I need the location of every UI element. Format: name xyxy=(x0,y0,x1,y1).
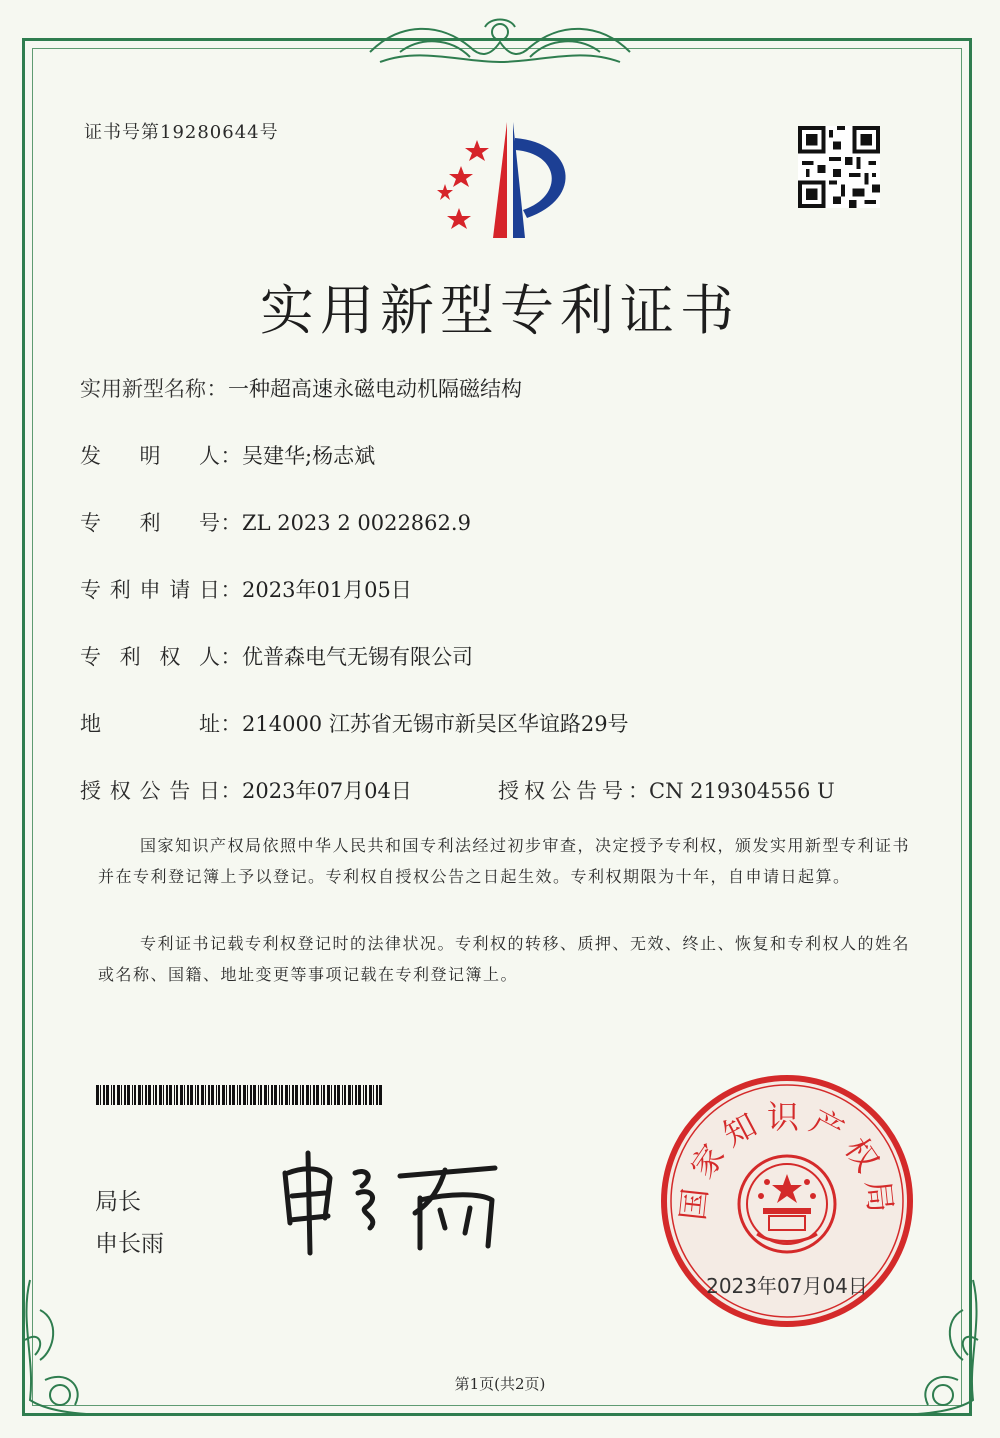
field-value-owner: 优普森电气无锡有限公司 xyxy=(242,645,473,669)
field-label-address: 地 址 xyxy=(80,712,220,736)
field-label-owner: 专 利 权 人 xyxy=(80,645,220,669)
field-row-patent-no: 专 利 号 ：ZL 2023 2 0022862.9 xyxy=(80,507,471,537)
field-row-grant-no: 授权公告号：CN 219304556 U xyxy=(498,779,835,803)
field-row-grant-date: 授 权 公 告 日 ：2023年07月04日 xyxy=(80,775,412,805)
director-name: 申长雨 xyxy=(95,1231,164,1257)
field-row-owner: 专 利 权 人 ：优普森电气无锡有限公司 xyxy=(80,641,473,671)
svg-text:国家知识产权局: 国家知识产权局 xyxy=(673,1098,901,1223)
field-label-name: 实用新型名称 xyxy=(80,377,206,401)
field-row-name: 实用新型名称：一种超高速永磁电动机隔磁结构 xyxy=(80,373,522,403)
field-value-grant-no: CN 219304556 U xyxy=(649,779,835,803)
field-label-apply-date: 专 利 申 请 日 xyxy=(80,578,220,602)
director-signature xyxy=(270,1148,520,1258)
certificate-number: 证书号第19280644号 xyxy=(84,122,279,143)
field-value-inventor: 吴建华;杨志斌 xyxy=(242,444,376,468)
field-value-grant-date: 2023年07月04日 xyxy=(242,779,412,803)
field-label-grant-date: 授 权 公 告 日 xyxy=(80,779,220,803)
field-row-address: 地 址 ：214000 江苏省无锡市新吴区华谊路29号 xyxy=(80,708,629,738)
field-value-apply-date: 2023年01月05日 xyxy=(242,578,412,602)
qr-code[interactable] xyxy=(798,126,880,208)
body-paragraph-1: 国家知识产权局依照中华人民共和国专利法经过初步审查，决定授予专利权，颁发实用新型专利证书并在专利登记簿上予以登记。专利权自授权公告之日起生效。专利权期限为十年，自申请日起算。 xyxy=(98,836,911,886)
field-label-patent-no: 专 利 号 xyxy=(80,511,220,535)
bottom-left-ornament xyxy=(15,1270,135,1430)
page-number: 第1页(共2页) xyxy=(454,1375,546,1393)
field-value-address: 214000 江苏省无锡市新吴区华谊路29号 xyxy=(242,712,629,736)
director-title: 局长 xyxy=(95,1189,141,1215)
field-value-patent-no: ZL 2023 2 0022862.9 xyxy=(242,511,471,535)
field-value-name: 一种超高速永磁电动机隔磁结构 xyxy=(228,377,522,401)
cnipa-logo xyxy=(415,118,585,248)
top-ornament xyxy=(360,12,640,72)
barcode xyxy=(96,1085,386,1105)
field-label-inventor: 发 明 人 xyxy=(80,444,220,468)
field-row-inventor: 发 明 人 ：吴建华;杨志斌 xyxy=(80,440,375,470)
certificate-title: 实用新型专利证书 xyxy=(260,279,740,342)
field-row-apply-date: 专 利 申 请 日 ：2023年01月05日 xyxy=(80,574,412,604)
seal-date: 2023年07月04日 xyxy=(706,1274,868,1298)
body-paragraph-2: 专利证书记载专利权登记时的法律状况。专利权的转移、质押、无效、终止、恢复和专利权人的姓名或名称、国籍、地址变更等事项记载在专利登记簿上。 xyxy=(98,934,911,984)
field-label-grant-no: 授权公告号 xyxy=(498,779,628,803)
